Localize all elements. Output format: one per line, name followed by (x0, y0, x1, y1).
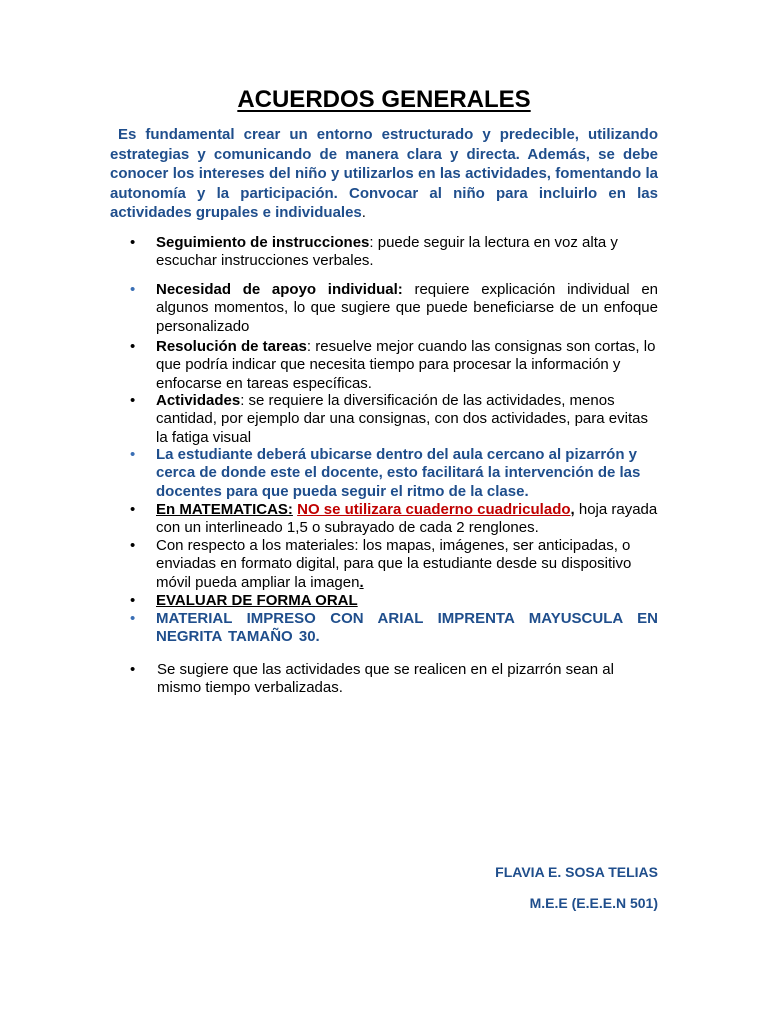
list-item-actividades (110, 392, 658, 447)
bullet-icon: • (130, 501, 136, 518)
item-text: Se sugiere que las actividades que se realicen en el pizarrón sean al mismo tiempo verbalizadas. (157, 661, 614, 697)
list-item-pizarron (110, 661, 658, 698)
list-item-resolucion (110, 338, 658, 393)
item-label: Seguimiento de instrucciones (156, 234, 370, 251)
list-item-material-impreso (110, 610, 658, 647)
bullet-icon: • (130, 281, 136, 298)
list-item-apoyo (110, 281, 658, 336)
bullet-icon: • (130, 537, 136, 554)
list-item-seguimiento (110, 234, 658, 271)
item-label: Resolución de tareas (156, 338, 307, 355)
item-text: La estudiante deberá ubicarse dentro del aula cercano al pizarrón y cerca de donde este el docente, esto facilitará la intervención de las docentes para que pueda seguir el ritmo de la clase. (156, 446, 641, 500)
bullet-icon: • (130, 610, 136, 627)
signature-role: M.E.E (E.E.E.N 501) (529, 895, 658, 911)
list-item-ubicacion (110, 446, 658, 501)
item-label: Necesidad de apoyo individual: (156, 281, 403, 298)
item-text: hoja rayada con un interlineado 1,5 o subrayado de cada 2 renglones. (156, 501, 658, 537)
intro-end: . (361, 204, 366, 221)
item-text: Con respecto a los materiales: los mapas, imágenes, ser anticipadas, o enviadas en formato digital, para que la estudiante desde su dispositivo móvil pueda ampliar la imagen (156, 537, 632, 591)
bullet-icon: • (130, 234, 136, 251)
item-comma: , (570, 501, 575, 518)
item-text: requiere explicación individual en algunos momentos, lo que sugiere que puede beneficiarse de un enfoque personalizado (156, 281, 659, 335)
item-separator: : (306, 338, 312, 355)
list-item-evaluar (110, 592, 658, 610)
list-item-matematicas (110, 501, 658, 538)
item-highlight: NO se utilizara cuaderno cuadriculado (297, 501, 571, 518)
item-text: EVALUAR DE FORMA ORAL (156, 592, 358, 609)
bullet-icon: • (130, 338, 136, 355)
item-text: resuelve mejor cuando las consignas son cortas, lo que podría indicar que necesita tiempo para procesar la información y enfocarse en tareas específicas. (156, 338, 656, 392)
item-text: se requiere la diversificación de las actividades, menos cantidad, por ejemplo dar una consignas, con dos actividades, para evitas la fatiga visual (156, 392, 648, 446)
intro-text: Es fundamental crear un entorno estructurado y predecible, utilizando estrategias y comunicando de manera clara y directa. Además, se debe conocer los intereses del niño y utilizarlos en las actividades, fomentando la autonomía y la participación. Convocar al niño para incluirlo en las actividades grupales e individuales (110, 126, 658, 221)
item-label: En MATEMATICAS: (156, 501, 293, 518)
signature-name: FLAVIA E. SOSA TELIAS (495, 864, 658, 880)
item-text: MATERIAL IMPRESO CON ARIAL IMPRENTA MAYUSCULA EN NEGRITA TAMAÑO 30. (156, 610, 658, 646)
document-title: ACUERDOS GENERALES (237, 86, 531, 113)
bullet-icon: • (130, 592, 136, 609)
item-separator: : (369, 234, 374, 251)
item-text: puede seguir la lectura en voz alta y escuchar instrucciones verbales. (156, 234, 618, 270)
bullet-icon: • (130, 446, 136, 463)
item-separator: : (240, 392, 245, 409)
intro-paragraph (110, 125, 658, 223)
list-item-materiales (110, 537, 658, 592)
item-end: . (359, 573, 364, 591)
bullet-icon: • (130, 392, 136, 409)
bullet-icon: • (130, 661, 136, 678)
item-label: Actividades (156, 392, 241, 409)
